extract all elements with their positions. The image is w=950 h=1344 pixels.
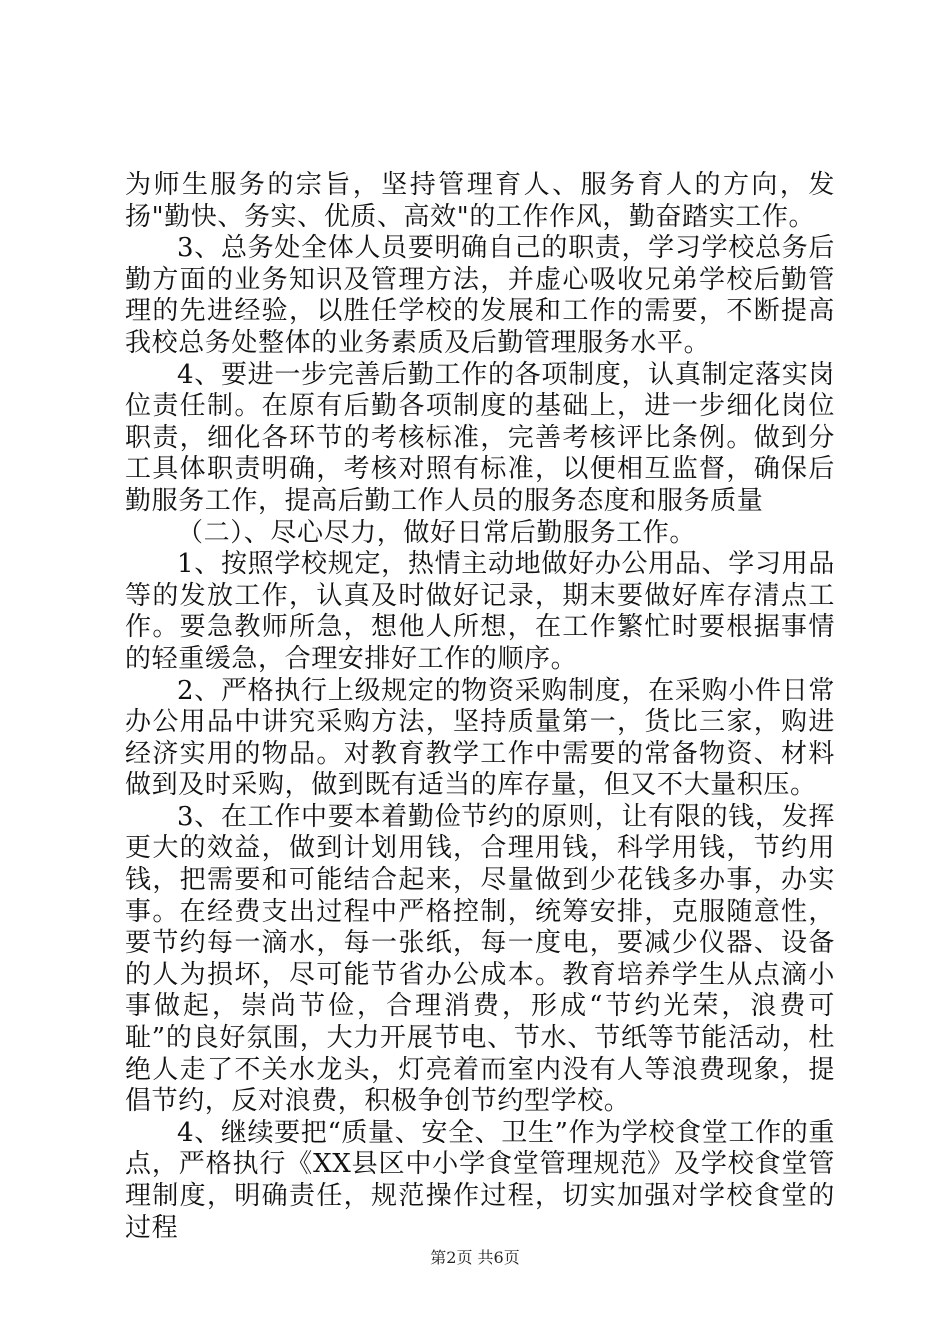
section-heading-daily-service: （二）、尽心尽力，做好日常后勤服务工作。 xyxy=(177,517,697,548)
paragraph-intro: 为师生服务的宗旨，坚持管理育人、服务育人的方向，发扬"勤快、务实、优质、高效"的工作作风，勤奋踏实工作。 xyxy=(125,170,835,232)
paragraph-item-4-canteen: 4、继续要把“质量、安全、卫生”作为学校食堂工作的重点，严格执行《XX县区中小学食堂管理规范》及学校食堂管理制度，明确责任，规范操作过程，切实加强对学校食堂的过程 xyxy=(125,1117,835,1243)
page-number-footer: 第2页 共6页 xyxy=(430,1248,520,1267)
paragraph-item-1-office-supplies: 1、按照学校规定，热情主动地做好办公用品、学习用品等的发放工作，认真及时做好记录，期末要做好库存清点工作。要急教师所急，想他人所想，在工作繁忙时要根据事情的轻重缓急，合理安排好工作的顺序。 xyxy=(125,549,835,674)
paragraph-item-3-staff-duties: 3、总务处全体人员要明确自己的职责，学习学校总务后勤方面的业务知识及管理方法，并虚心吸收兄弟学校后勤管理的先进经验，以胜任学校的发展和工作的需要，不断提高我校总务处整体的业务素质及后勤管理服务水平。 xyxy=(125,233,835,358)
paragraph-item-3-frugality: 3、在工作中要本着勤俭节约的原则，让有限的钱，发挥更大的效益，做到计划用钱，合理用钱，科学用钱，节约用钱，把需要和可能结合起来，尽量做到少花钱多办事，办实事。在经费支出过程中严格控制，统筹安排，克服随意性，要节约每一滴水，每一张纸，每一度电，要减少仪器、设备的人为损坏，尽可能节省办公成本。教育培养学生从点滴小事做起，崇尚节俭，合理消费，形成“节约光荣，浪费可耻”的良好氛围，大力开展节电、节水、节纸等节能活动，杜绝人走了不关水龙头，灯亮着而室内没有人等浪费现象，提倡节约，反对浪费，积极争创节约型学校。 xyxy=(125,801,835,1117)
paragraph-item-4-regulations: 4、要进一步完善后勤工作的各项制度，认真制定落实岗位责任制。在原有后勤各项制度的基础上，进一步细化岗位职责，细化各环节的考核标准，完善考核评比条例。做到分工具体职责明确，考核对照有标准，以便相互监督，确保后勤服务工作，提高后勤工作人员的服务态度和服务质量 xyxy=(125,359,835,516)
document-body xyxy=(125,170,835,1244)
paragraph-item-2-procurement: 2、严格执行上级规定的物资采购制度，在采购小件日常办公用品中讲究采购方法，坚持质量第一，货比三家，购进经济实用的物品。对教育教学工作中需要的常备物资、材料做到及时采购，做到既有适当的库存量，但又不大量积压。 xyxy=(125,675,835,801)
